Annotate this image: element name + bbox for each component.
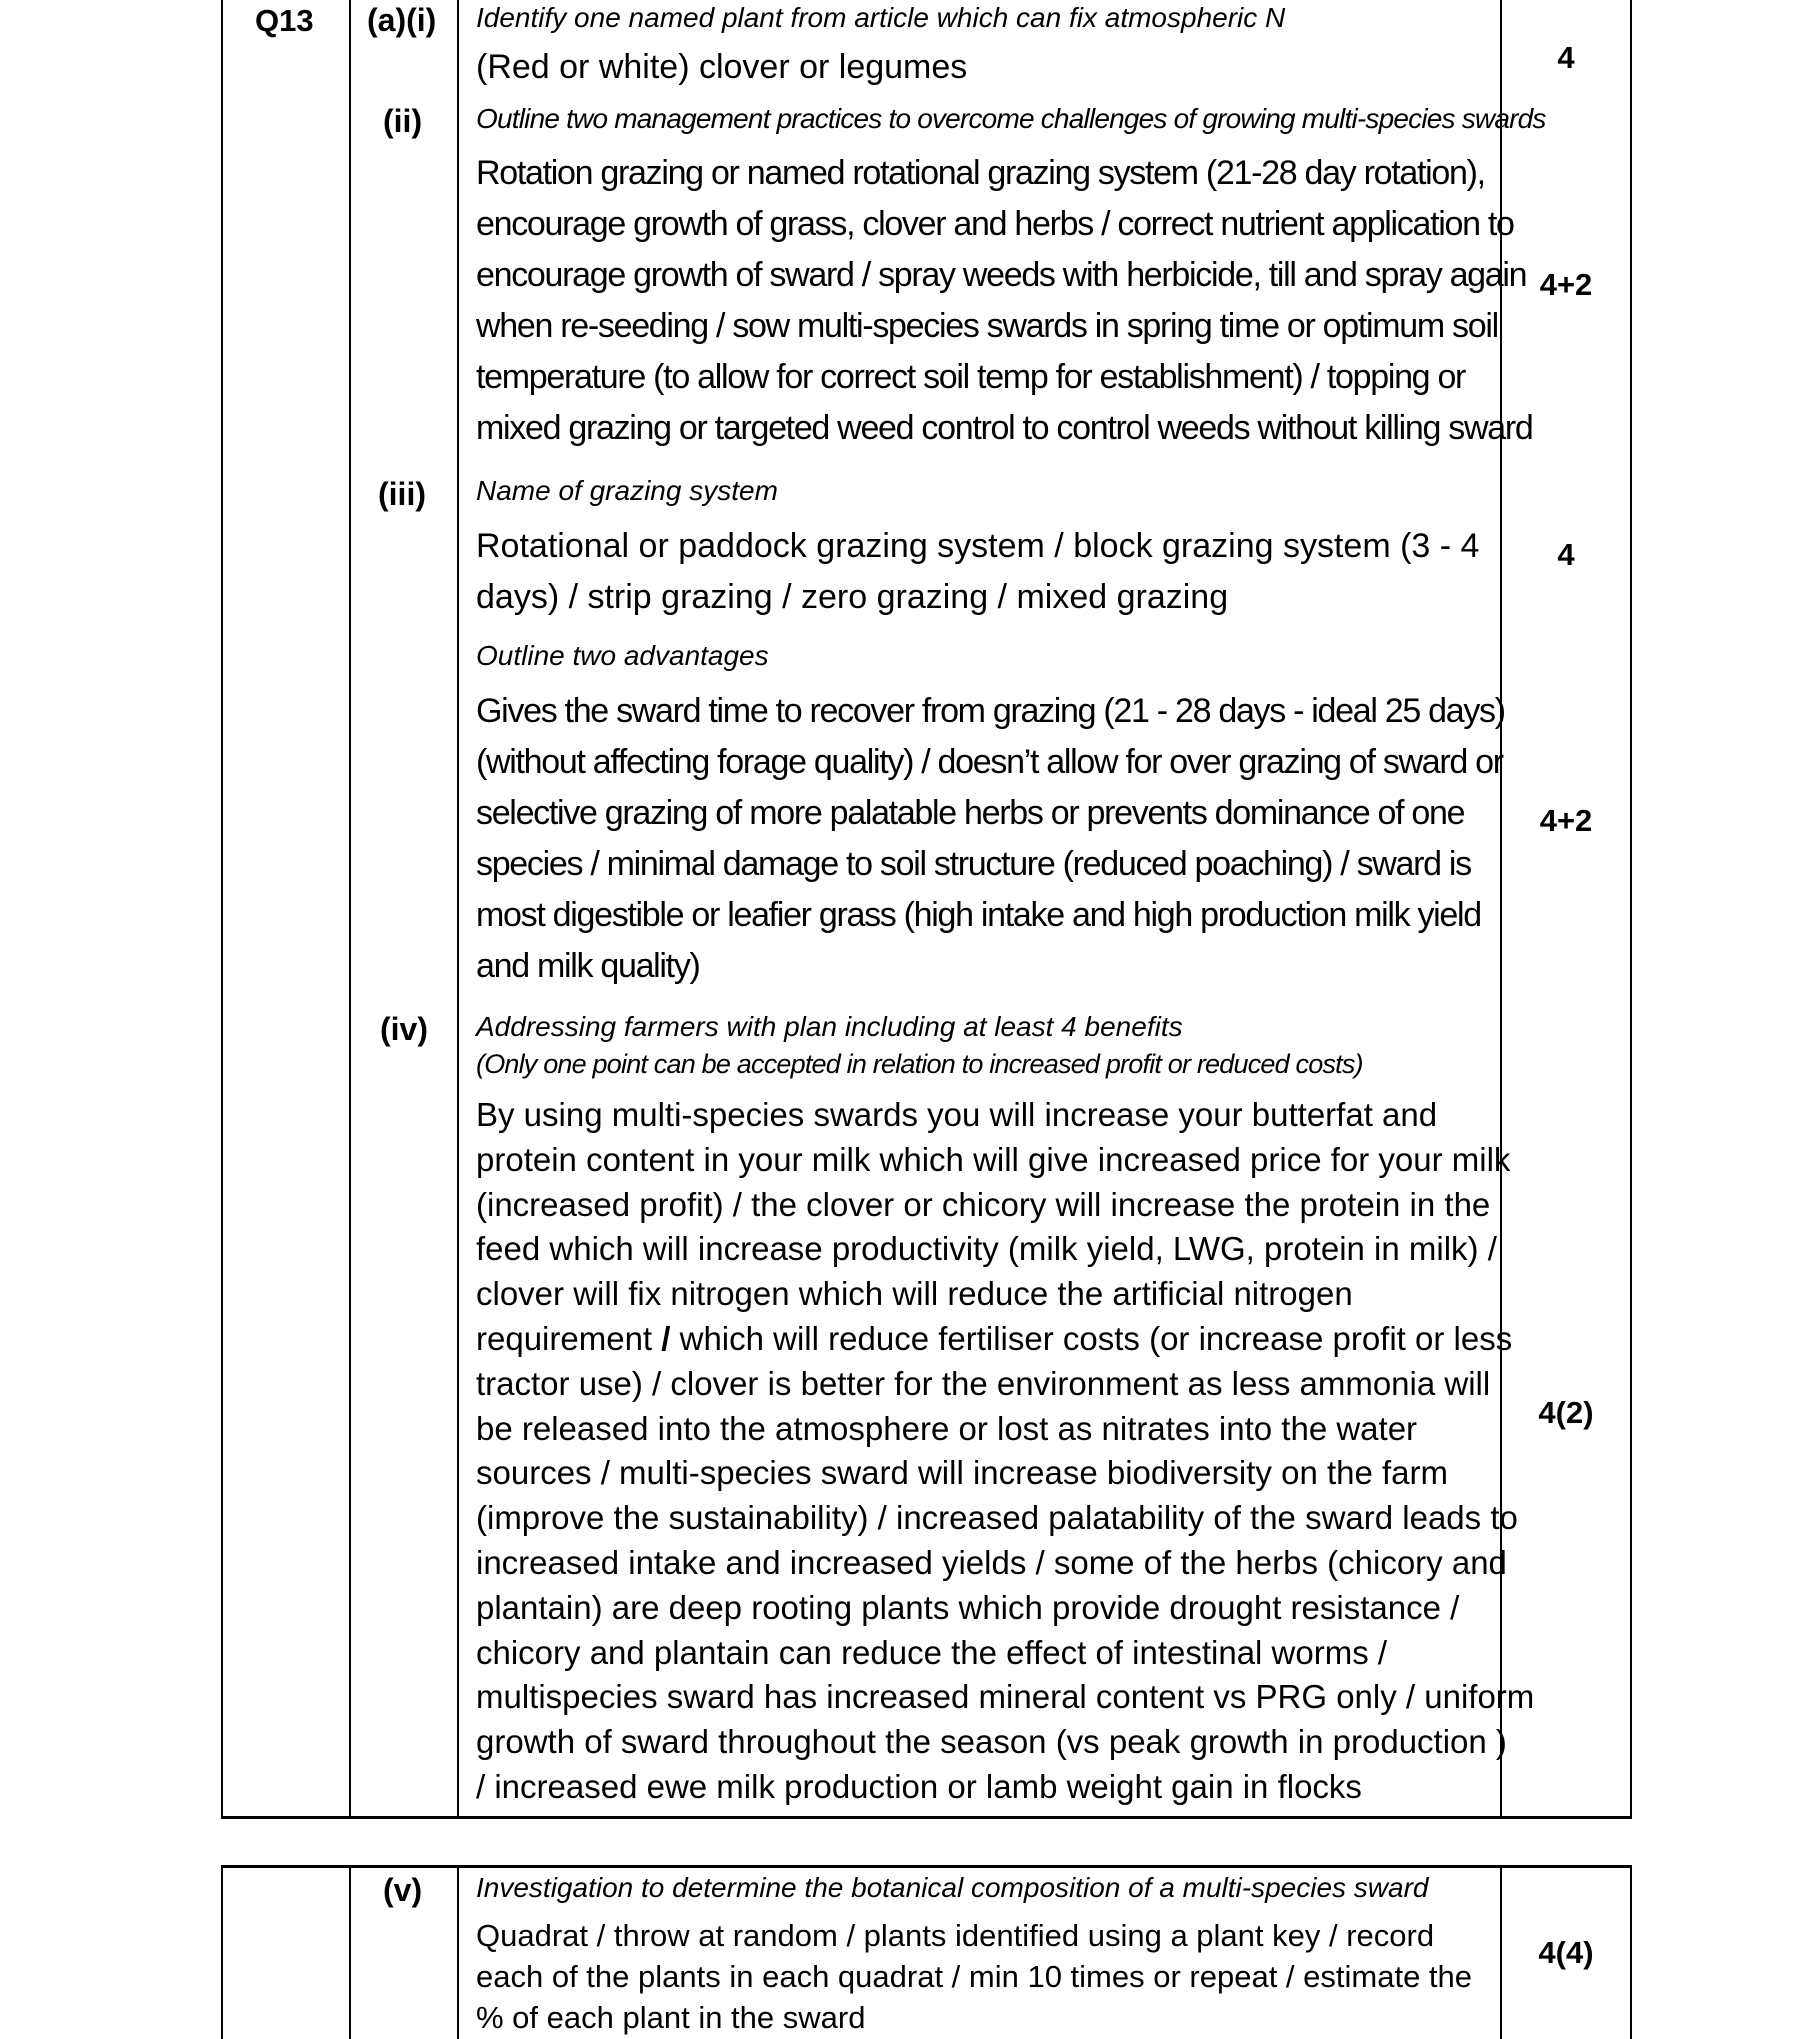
answer-line: Rotation grazing or named rotational grazing system (21-28 day rotation), (476, 154, 1485, 192)
table-1-col-divider-1 (349, 0, 351, 1818)
part-iii-marks: 4 (1557, 537, 1575, 572)
answer-line: temperature (to allow for correct soil temp for establishment) / topping or (476, 358, 1466, 396)
answer-line: increased intake and increased yields / some of the herbs (chicory and (476, 1543, 1507, 1581)
part-iii-marks-2: 4+2 (1539, 803, 1593, 838)
part-iii-prompt-2: Outline two advantages (476, 640, 769, 671)
table-1-col-divider-2 (457, 0, 459, 1818)
answer-line: when re-seeding / sow multi-species swards in spring time or optimum soil (476, 307, 1498, 345)
answer-line: (improve the sustainability) / increased palatability of the sward leads to (476, 1499, 1518, 1537)
answer-line: (increased profit) / the clover or chicory will increase the protein in the (476, 1185, 1491, 1223)
answer-line: encourage growth of grass, clover and herbs / correct nutrient application to (476, 205, 1514, 243)
part-ii-prompt: Outline two management practices to overcome challenges of growing multi-species swards (476, 103, 1546, 134)
part-iv-marks: 4(2) (1538, 1395, 1594, 1430)
answer-line: feed which will increase productivity (milk yield, LWG, protein in milk) / (476, 1230, 1497, 1268)
answer-line: protein content in your milk which will give increased price for your milk (476, 1140, 1511, 1178)
table-2-left-border (221, 1865, 223, 2039)
answer-line (476, 1317, 1534, 1362)
answer-line: tractor use) / clover is better for the environment as less ammonia will (476, 1364, 1491, 1402)
part-iii-answer (476, 521, 1479, 623)
part-label-v: (v) (383, 1872, 423, 1908)
answer-line: be released into the atmosphere or lost as nitrates into the water (476, 1409, 1418, 1447)
part-label-iv: (iv) (380, 1011, 428, 1047)
part-label-a-i: (a)(i) (367, 2, 437, 38)
table-2-col-divider-1 (349, 1865, 351, 2039)
answer-line: encourage growth of sward / spray weeds with herbicide, till and spray again (476, 256, 1527, 294)
answer-line: Quadrat / throw at random / plants identified using a plant key / record (476, 1918, 1435, 1953)
answer-fragment: requirement (476, 1319, 653, 1357)
answer-line: / increased ewe milk production or lamb weight gain in flocks (476, 1767, 1362, 1805)
part-label-ii: (ii) (383, 103, 423, 139)
part-a-i-marks: 4 (1557, 40, 1575, 75)
answer-line: species / minimal damage to soil structure (reduced poaching) / sward is (476, 845, 1471, 883)
answer-line: each of the plants in each quadrat / min 10 times or repeat / estimate the (476, 1959, 1473, 1994)
part-v-answer (476, 1915, 1472, 2038)
question-number: Q13 (255, 3, 314, 38)
part-a-i-answer (476, 42, 967, 93)
answer-line: most digestible or leafier grass (high intake and high production milk yield (476, 896, 1481, 934)
part-ii-answer (476, 148, 1532, 454)
table-1-right-border (1630, 0, 1632, 1818)
answer-line: (without affecting forage quality) / doesn’t allow for over grazing of sward or (476, 743, 1503, 781)
answer-line: mixed grazing or targeted weed control to control weeds without killing sward (476, 409, 1533, 447)
answer-line: Gives the sward time to recover from grazing (21 - 28 days - ideal 25 days) (476, 692, 1505, 730)
answer-line: multispecies sward has increased mineral content vs PRG only / uniform (476, 1678, 1535, 1716)
part-iv-answer (476, 1093, 1534, 1810)
part-iii-answer-2 (476, 686, 1505, 992)
part-iv-prompt-note: (Only one point can be accepted in relation to increased profit or reduced costs) (476, 1049, 1363, 1079)
answer-line: By using multi-species swards you will increase your butterfat and (476, 1096, 1438, 1133)
part-a-i-prompt: Identify one named plant from article which can fix atmospheric N (476, 2, 1286, 33)
part-label-iii: (iii) (378, 476, 426, 512)
answer-line: plantain) are deep rooting plants which provide drought resistance / (476, 1588, 1460, 1626)
part-iv-prompt: Addressing farmers with plan including at least 4 benefits (476, 1011, 1183, 1042)
answer-line: days) / strip grazing / zero grazing / mixed grazing (476, 578, 1229, 616)
part-ii-marks: 4+2 (1539, 267, 1593, 302)
answer-line: growth of sward throughout the season (vs peak growth in production ) (476, 1723, 1507, 1761)
answer-line: clover will fix nitrogen which will reduce the artificial nitrogen (476, 1275, 1353, 1313)
answer-line: (Red or white) clover or legumes (476, 48, 968, 86)
answer-line: chicory and plantain can reduce the effect of intestinal worms / (476, 1633, 1388, 1671)
table-2-col-divider-2 (457, 1865, 459, 2039)
table-1-bottom-border (221, 1816, 1632, 1819)
table-1-left-border (221, 0, 223, 1818)
answer-line: % of each plant in the sward (476, 2000, 866, 2035)
part-iii-prompt: Name of grazing system (476, 475, 778, 506)
answer-fragment: which will reduce fertiliser costs (or increase profit or less (679, 1319, 1513, 1357)
table-2-top-border (221, 1865, 1632, 1868)
answer-line: and milk quality) (476, 947, 700, 985)
table-2-right-border (1630, 1865, 1632, 2039)
answer-line: Rotational or paddock grazing system / block grazing system (3 - 4 (476, 527, 1480, 565)
part-v-marks: 4(4) (1538, 1935, 1594, 1970)
answer-line: selective grazing of more palatable herbs or prevents dominance of one (476, 794, 1465, 832)
answer-line: sources / multi-species sward will increase biodiversity on the farm (476, 1454, 1449, 1492)
part-v-prompt: Investigation to determine the botanical composition of a multi-species sward (476, 1872, 1429, 1903)
bold-slash: / (661, 1319, 671, 1357)
